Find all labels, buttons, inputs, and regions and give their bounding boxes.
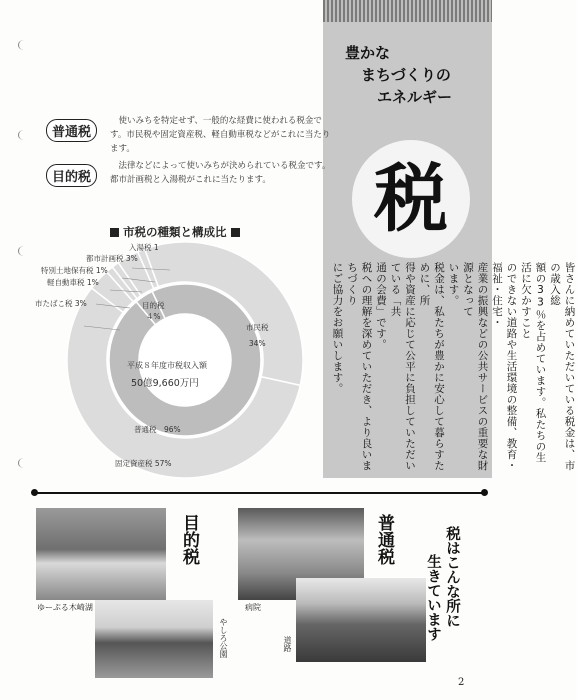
caption-yashiro: やしろ公園: [219, 618, 228, 658]
chart-center-label: 平成８年度市税収入額 50億9,660万円: [127, 361, 207, 389]
photo-yashiro-park: [95, 600, 213, 678]
heading-mokuteki-zei: 目的税: [179, 514, 199, 565]
tagline-column: 生きています: [425, 554, 442, 641]
section-divider: [33, 492, 485, 494]
panel-body-text: [330, 262, 577, 472]
label-futsu-zei: 普通税 96%: [134, 425, 181, 434]
title-square-icon: [110, 228, 119, 237]
kanji-tax: 税: [374, 156, 448, 242]
body-column: 産業の振興などの公共サービスの重要な財源となって: [462, 262, 489, 471]
slogan-line: エネルギー: [377, 88, 453, 106]
title-square-icon: [231, 228, 240, 237]
label-toshikeikaku-zei: 都市計画税 3%: [86, 254, 138, 263]
slogan: [345, 42, 452, 108]
caption-hospital: 病院: [245, 603, 261, 612]
page-number: 2: [458, 677, 465, 688]
futsu-zei-text: 使いみちを特定せず、一般的な経費に使われる税金です。市民税や固定資産税、軽自動車税などがこれに当たります。: [110, 116, 331, 154]
mokuteki-zei-badge: 目的税: [46, 164, 97, 187]
tagline-column: 税はこんな所に: [444, 526, 461, 628]
mokuteki-zei-text: 法律などによって使いみちが決められている税金です。都市計画税と入湯税がこれに当たります。: [110, 161, 331, 185]
body-column: のできない道路や生活環境の整備、教育・福祉・住宅・: [491, 262, 518, 471]
body-column: 通の会費」です。: [375, 262, 387, 350]
label-mokuteki-zei: 目的税 ４%: [142, 301, 165, 321]
caption-yupuru: ゆーぷる木崎湖: [37, 603, 93, 612]
body-column: 税への理解を深めていただき、より良いまちづくり: [346, 262, 373, 471]
body-column: 税金は、私たちが豊かに安心して暮らすために、所: [418, 262, 445, 471]
punch-hole: [18, 40, 29, 50]
tagline: [424, 526, 462, 641]
label-keijidosha-zei: 軽自動車税 1%: [47, 278, 99, 287]
label-nyuto-zei: 入湯税 1: [129, 243, 159, 252]
label-shimin-zei: 市民税 34%: [246, 323, 269, 348]
panel-texture-strip: [323, 0, 492, 22]
chart-title: [110, 224, 240, 240]
body-column: 皆さんに納めていただいている税金は、市の歳入総: [549, 262, 576, 471]
body-column: にご協力をお願いします。: [331, 262, 344, 394]
body-column: 得や資産に応じて公平に負担していただいている「共: [389, 262, 416, 471]
label-tokubetsu-tochi: 特別土地保有税 1%: [41, 266, 108, 275]
punch-hole: [18, 246, 29, 256]
body-column: 額の33％を占めています。私たちの生活に欠かすこと: [520, 262, 547, 463]
photo-yupuru-kizakiko: [36, 508, 166, 600]
divider-dot: [481, 489, 488, 496]
slogan-line: 豊かな: [345, 44, 391, 62]
heading-futsu-zei: 普通税: [374, 514, 394, 565]
photo-road: [296, 578, 426, 662]
punch-hole: [18, 458, 29, 468]
futsu-zei-badge: 普通税: [46, 119, 97, 142]
slogan-line: まちづくりの: [361, 66, 451, 84]
body-column: います。: [447, 262, 460, 306]
punch-hole: [18, 130, 29, 140]
caption-road: 道路: [283, 636, 292, 652]
label-tabako-zei: 市たばこ税 3%: [35, 299, 87, 308]
label-koteishisan-zei: 固定資産税 57%: [115, 459, 172, 468]
chart-title-text: 市税の種類と構成比: [123, 225, 227, 239]
